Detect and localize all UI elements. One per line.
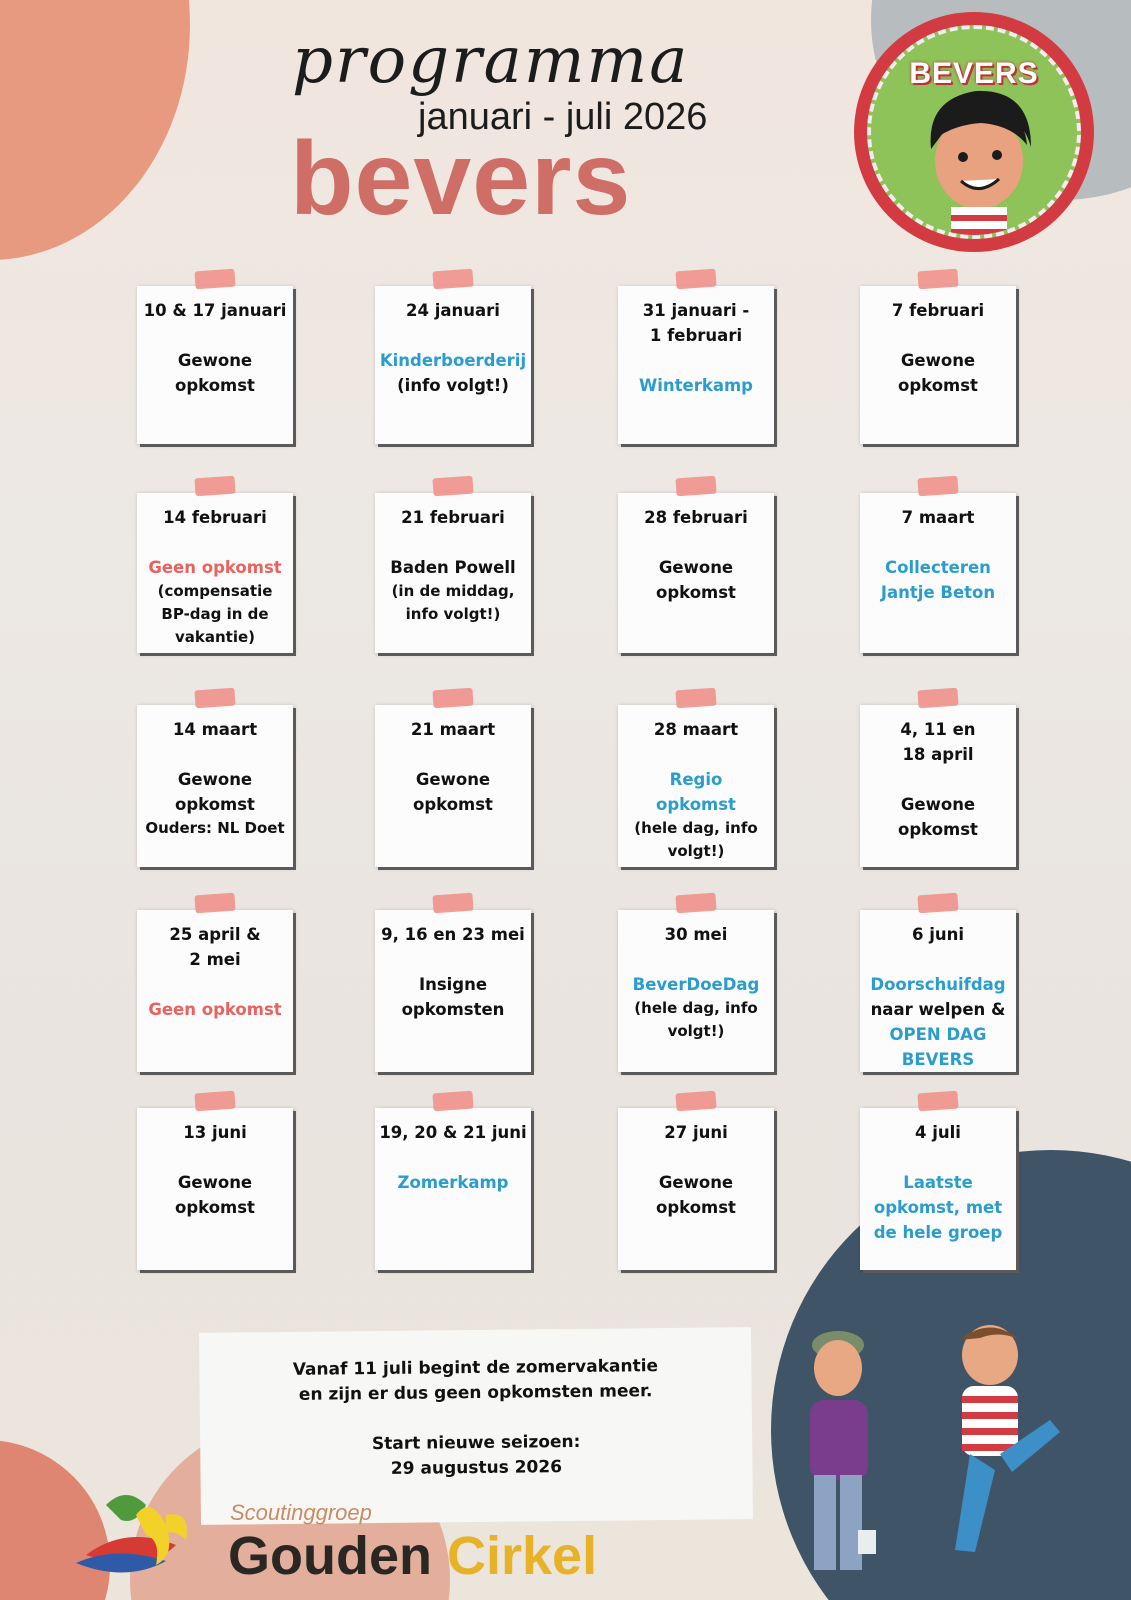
note-date: 24 januari (406, 301, 500, 320)
schedule-note (137, 493, 293, 653)
note-text-line: Jantje Beton (880, 583, 996, 602)
note-text-line: opkomst, met (873, 1198, 1003, 1217)
note-text-line: Gewone (177, 1173, 253, 1192)
scouting-lily-logo-icon (66, 1485, 216, 1585)
note-date: 14 maart (172, 720, 258, 739)
note-date: 28 maart (653, 720, 739, 739)
note-text-line: de hele groep (873, 1223, 1003, 1242)
note-text-line: Gewone (658, 558, 734, 577)
note-text-line: Gewone (658, 1173, 734, 1192)
tape-strip (432, 688, 473, 709)
note-text-line: opkomst (413, 795, 493, 814)
tape-strip (675, 476, 716, 497)
tape-strip (432, 476, 473, 497)
note-date: 4, 11 en (900, 720, 976, 739)
note-text-line: opkomst (656, 583, 736, 602)
badge-inner (867, 25, 1081, 239)
note-text-line: Gewone (177, 770, 253, 789)
note-date-line-2: 2 mei (189, 950, 241, 969)
tape-strip (194, 688, 235, 709)
tape-strip (194, 1091, 235, 1112)
note-text-line: (info volgt!) (397, 376, 509, 395)
note-text-line: opkomst (175, 1198, 255, 1217)
note-text-line: Zomerkamp (397, 1173, 509, 1192)
notice-line-3: Start nieuwe seizoen: (371, 1431, 581, 1455)
note-text-line: info volgt!) (405, 605, 501, 623)
notice-line-2: en zijn er dus geen opkomsten meer. (298, 1381, 653, 1405)
schedule-note (375, 286, 531, 444)
note-text-line: opkomst (656, 795, 736, 814)
note-text-line: Geen opkomst (148, 1000, 282, 1019)
note-date-line-2: 18 april (902, 745, 974, 764)
tape-strip (917, 1091, 958, 1112)
schedule-note (618, 910, 774, 1072)
schedule-note (860, 910, 1016, 1072)
notice-line-4: 29 augustus 2026 (390, 1457, 563, 1479)
bevers-badge (854, 12, 1094, 252)
note-date: 21 maart (410, 720, 496, 739)
note-date: 31 januari - (642, 301, 750, 320)
note-text-line: opkomst (656, 1198, 736, 1217)
note-text-line: opkomst (898, 376, 978, 395)
tape-strip (675, 1091, 716, 1112)
note-text-line: (compensatie (157, 582, 273, 600)
note-text-line: Insigne (418, 975, 488, 994)
tape-strip (917, 476, 958, 497)
schedule-note (137, 705, 293, 867)
tape-strip (917, 688, 958, 709)
schedule-note (375, 1108, 531, 1270)
logo-subtitle: Scoutinggroep (230, 1500, 372, 1525)
schedule-note (618, 1108, 774, 1270)
note-text-line: volgt!) (667, 1022, 725, 1040)
note-text-line: Collecteren (885, 558, 991, 577)
note-text-line: opkomsten (401, 1000, 505, 1019)
schedule-note (860, 705, 1016, 867)
schedule-note (860, 286, 1016, 444)
schedule-note (137, 910, 293, 1072)
note-date: 13 juni (183, 1123, 247, 1142)
note-text-line: (hele dag, info (634, 819, 758, 837)
note-date: 21 februari (401, 508, 505, 527)
note-date: 6 juni (911, 925, 965, 944)
note-date: 30 mei (664, 925, 728, 944)
tape-strip (432, 893, 473, 914)
note-date: 9, 16 en 23 mei (381, 925, 525, 944)
note-text-line: Kinderboerderij (379, 351, 527, 370)
schedule-note (137, 1108, 293, 1270)
note-date: 4 juli (915, 1123, 961, 1142)
note-text-line: Gewone (415, 770, 491, 789)
tape-strip (675, 688, 716, 709)
note-date: 14 februari (163, 508, 267, 527)
tape-strip (432, 269, 473, 290)
logo-wordmark (228, 1525, 597, 1587)
note-date: 19, 20 & 21 juni (379, 1123, 527, 1142)
schedule-note (860, 1108, 1016, 1270)
note-text-line: Winterkamp (639, 376, 753, 395)
note-text-line: Baden Powell (390, 558, 516, 577)
schedule-note (375, 910, 531, 1072)
note-text-line: opkomst (898, 820, 978, 839)
notice-line-1: Vanaf 11 juli begint de zomervakantie (292, 1356, 659, 1380)
note-text-line: Geen opkomst (148, 558, 282, 577)
note-text-line: Laatste (903, 1173, 973, 1192)
decor-blob-top-left (0, 0, 190, 260)
tape-strip (917, 269, 958, 290)
schedule-note (860, 493, 1016, 653)
note-date: 10 & 17 januari (143, 301, 287, 320)
tape-strip (917, 893, 958, 914)
tape-strip (432, 1091, 473, 1112)
tape-strip (675, 269, 716, 290)
note-text-line: Ouders: NL Doet (145, 819, 285, 837)
note-text-line: BP-dag in de (161, 605, 269, 623)
note-date-line-2: 1 februari (649, 326, 743, 345)
summer-notice (199, 1327, 753, 1525)
note-date: 25 april & (169, 925, 261, 944)
tape-strip (194, 476, 235, 497)
schedule-note (618, 493, 774, 653)
note-text-line: Gewone (900, 795, 976, 814)
note-date: 28 februari (644, 508, 748, 527)
tape-strip (675, 893, 716, 914)
schedule-note (618, 705, 774, 867)
schedule-note (137, 286, 293, 444)
tape-strip (194, 893, 235, 914)
note-text-line: (in de middag, (391, 582, 515, 600)
note-text-line: vakantie) (174, 628, 256, 646)
page-title: bevers (290, 121, 632, 237)
schedule-note (375, 493, 531, 653)
logo-word-cirkel: Cirkel (447, 1526, 598, 1586)
note-text-line: OPEN DAG (889, 1025, 987, 1044)
note-text-line: Doorschuifdag (870, 975, 1006, 994)
logo-word-gouden: Gouden (228, 1526, 432, 1586)
script-title: programma (292, 24, 690, 98)
note-text-line: Gewone (900, 351, 976, 370)
note-text-line: Regio (669, 770, 723, 789)
schedule-note (618, 286, 774, 444)
subtitle: januari - juli 2026 (418, 96, 708, 138)
note-date: 7 maart (901, 508, 975, 527)
schedule-note (375, 705, 531, 867)
kids-illustration-icon (780, 1320, 1080, 1590)
beaver-kid-face-icon (871, 29, 1081, 239)
note-text-line: volgt!) (667, 842, 725, 860)
note-text-line: opkomst (175, 795, 255, 814)
note-text-line: opkomst (175, 376, 255, 395)
note-text-line: BeverDoeDag (632, 975, 760, 994)
tape-strip (194, 269, 235, 290)
note-text-line: naar welpen & (870, 1000, 1006, 1019)
badge-text: BEVERS (909, 57, 1039, 90)
note-date: 27 juni (664, 1123, 728, 1142)
note-date: 7 februari (891, 301, 985, 320)
note-text-line: BEVERS (901, 1050, 975, 1069)
note-text-line: Gewone (177, 351, 253, 370)
note-text-line: (hele dag, info (634, 999, 758, 1017)
